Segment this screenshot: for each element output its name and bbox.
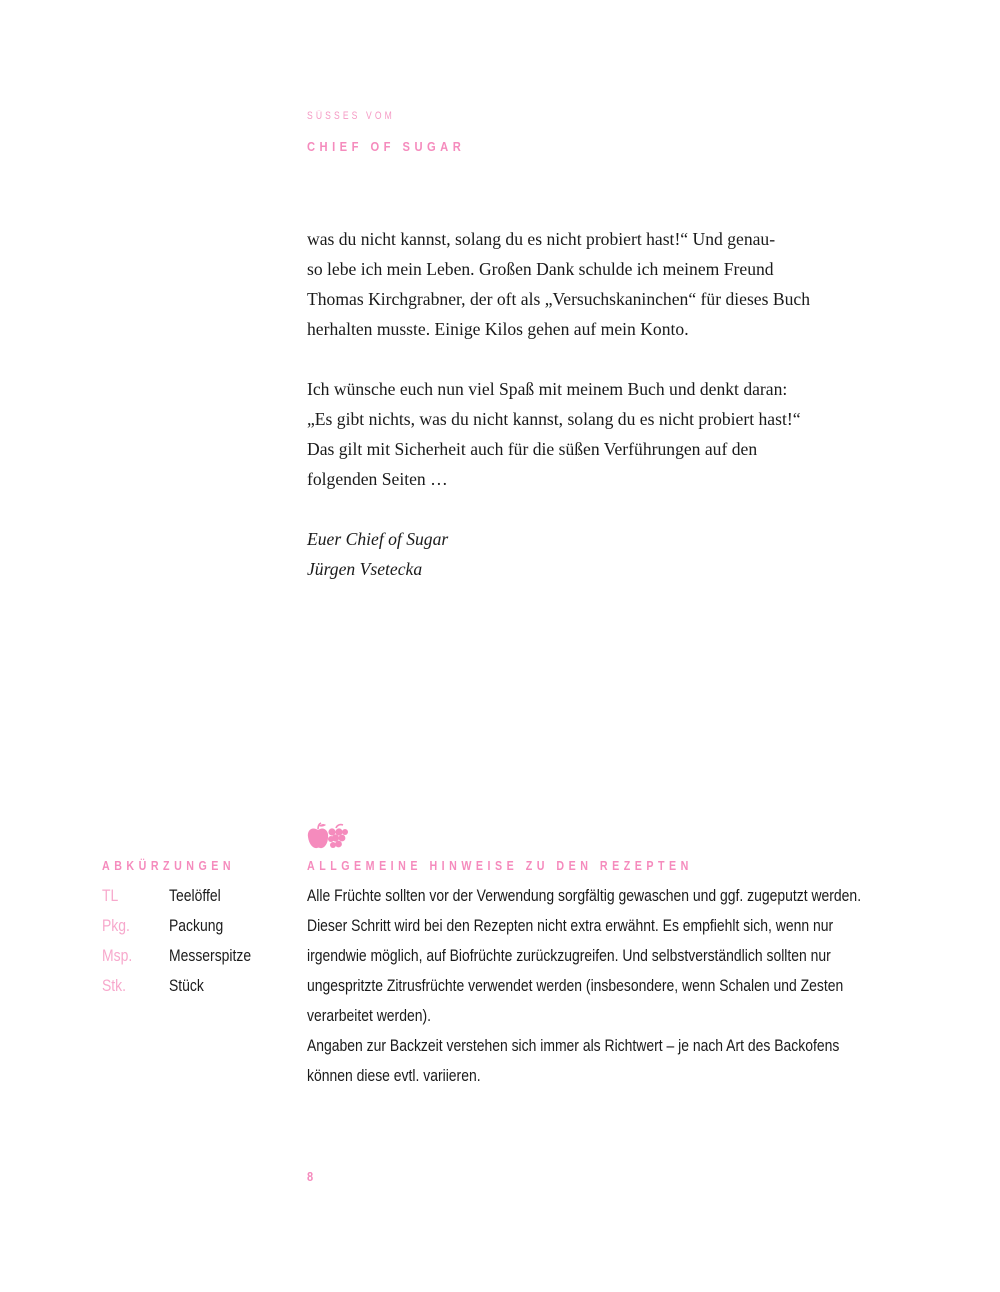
fruit-icon <box>306 822 348 850</box>
text-line: Thomas Kirchgrabner, der oft als „Versuchskaninchen“ für dieses Buch <box>307 289 810 309</box>
text-line: was du nicht kannst, solang du es nicht probiert hast!“ Und genau- <box>307 229 776 249</box>
intro-paragraph-1 <box>307 224 897 344</box>
abbreviations-heading: ABKÜRZUNGEN <box>102 858 236 873</box>
signature <box>307 524 897 584</box>
abbreviation-key: TL <box>102 886 119 905</box>
hint-line: Dieser Schritt wird bei den Rezepten nicht extra erwähnt. Es empfiehlt sich, wenn nur <box>307 916 834 935</box>
hint-line: können diese evtl. variieren. <box>307 1066 481 1085</box>
text-line: Das gilt mit Sicherheit auch für die süßen Verführungen auf den <box>307 439 758 459</box>
abbreviation-key: Stk. <box>102 976 127 995</box>
hint-line: verarbeitet werden). <box>307 1006 431 1025</box>
abbreviation-meaning: Packung <box>169 916 224 935</box>
abbreviation-meaning: Stück <box>169 976 204 995</box>
hints-heading: ALLGEMEINE HINWEISE ZU DEN REZEPTEN <box>307 858 693 873</box>
header-title: CHIEF OF SUGAR <box>307 139 466 154</box>
abbreviation-key: Msp. <box>102 946 133 965</box>
signature-line: Euer Chief of Sugar <box>307 529 449 549</box>
text-line: so lebe ich mein Leben. Großen Dank schulde ich meinem Freund <box>307 259 774 279</box>
hint-line: Alle Früchte sollten vor der Verwendung sorgfältig gewaschen und ggf. zugeputzt werden. <box>307 886 862 905</box>
text-line: herhalten musste. Einige Kilos gehen auf mein Konto. <box>307 319 689 339</box>
hint-line: Angaben zur Backzeit verstehen sich immer als Richtwert – je nach Art des Backofens <box>307 1036 840 1055</box>
header-kicker: SÜSSES VOM <box>307 110 395 122</box>
text-line: „Es gibt nichts, was du nicht kannst, solang du es nicht probiert hast!“ <box>307 409 801 429</box>
text-line: Ich wünsche euch nun viel Spaß mit meinem Buch und denkt daran: <box>307 379 788 399</box>
page-number: 8 <box>307 1169 314 1184</box>
text-line: folgenden Seiten … <box>307 469 448 489</box>
intro-text <box>307 224 897 614</box>
hints-text <box>307 881 983 1091</box>
abbreviation-meaning: Messerspitze <box>169 946 252 965</box>
hint-line: ungespritzte Zitrusfrüchte verwendet werden (insbesondere, wenn Schalen und Zesten <box>307 976 844 995</box>
abbreviation-key: Pkg. <box>102 916 130 935</box>
intro-paragraph-2 <box>307 374 897 494</box>
abbreviation-meaning: Teelöffel <box>169 886 221 905</box>
hint-line: irgendwie möglich, auf Biofrüchte zurückzugreifen. Und selbstverständlich sollten nur <box>307 946 831 965</box>
signature-line: Jürgen Vsetecka <box>307 559 423 579</box>
